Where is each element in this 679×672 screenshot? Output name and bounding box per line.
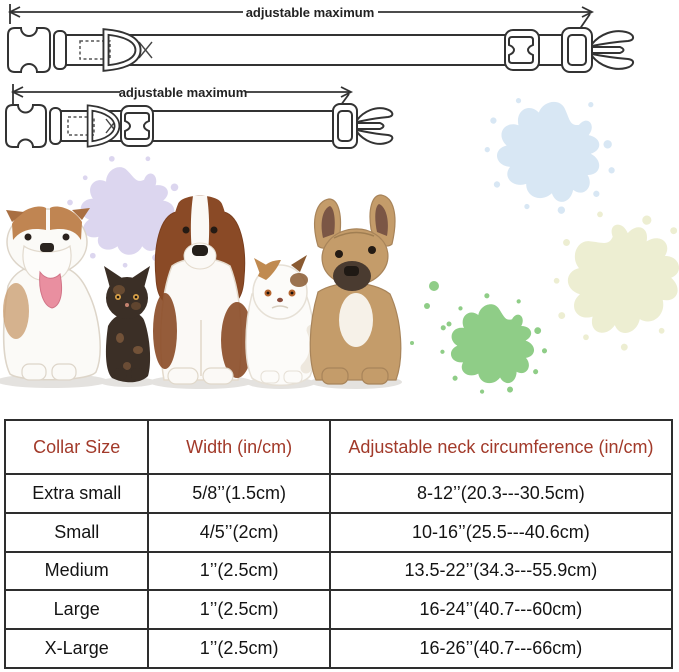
size-table — [4, 419, 673, 669]
cell-circumference: 16-26’’(40.7---66cm) — [330, 629, 672, 668]
header-collar-size: Collar Size — [5, 420, 148, 474]
cell-width: 4/5’’(2cm) — [148, 513, 329, 552]
blue-splatter — [466, 96, 634, 233]
cell-width: 1’’(2.5cm) — [148, 552, 329, 591]
cell-size: Small — [5, 513, 148, 552]
cell-size: Large — [5, 590, 148, 629]
cell-size: Extra small — [5, 474, 148, 513]
tortoiseshell-kitten — [104, 266, 150, 382]
tri-glide-icon — [505, 30, 539, 70]
buckle-male-icon — [562, 28, 633, 72]
pets-photo — [0, 96, 679, 418]
green-splatter — [431, 286, 555, 403]
strap-keeper — [54, 31, 66, 69]
header-neck-circumference: Adjustable neck circumference (in/cm) — [330, 420, 672, 474]
cell-circumference: 8-12’’(20.3---30.5cm) — [330, 474, 672, 513]
size-row-x-large — [5, 629, 672, 668]
english-bulldog — [3, 207, 100, 380]
cell-width: 5/8’’(1.5cm) — [148, 474, 329, 513]
green-splatter-dots — [410, 281, 452, 345]
collar-diagram-full-length — [0, 0, 679, 80]
dimension-label: adjustable maximum — [245, 5, 375, 20]
header-width: Width (in/cm) — [148, 420, 329, 474]
cell-size: X-Large — [5, 629, 148, 668]
cell-width: 1’’(2.5cm) — [148, 590, 329, 629]
cell-size: Medium — [5, 552, 148, 591]
size-row-extra-small — [5, 474, 672, 513]
french-bulldog — [310, 195, 401, 384]
size-row-large — [5, 590, 672, 629]
size-table-header-row — [5, 420, 672, 474]
yellow-splatter — [523, 180, 679, 378]
buckle-female-icon — [8, 28, 50, 72]
cell-circumference: 16-24’’(40.7---60cm) — [330, 590, 672, 629]
exotic-shorthair-cat — [246, 255, 315, 385]
dimension-label: adjustable maximum — [118, 85, 248, 100]
size-row-medium — [5, 552, 672, 591]
cell-circumference: 10-16’’(25.5---40.6cm) — [330, 513, 672, 552]
basset-hound — [153, 196, 253, 384]
cell-circumference: 13.5-22’’(34.3---55.9cm) — [330, 552, 672, 591]
cell-width: 1’’(2.5cm) — [148, 629, 329, 668]
size-row-small — [5, 513, 672, 552]
